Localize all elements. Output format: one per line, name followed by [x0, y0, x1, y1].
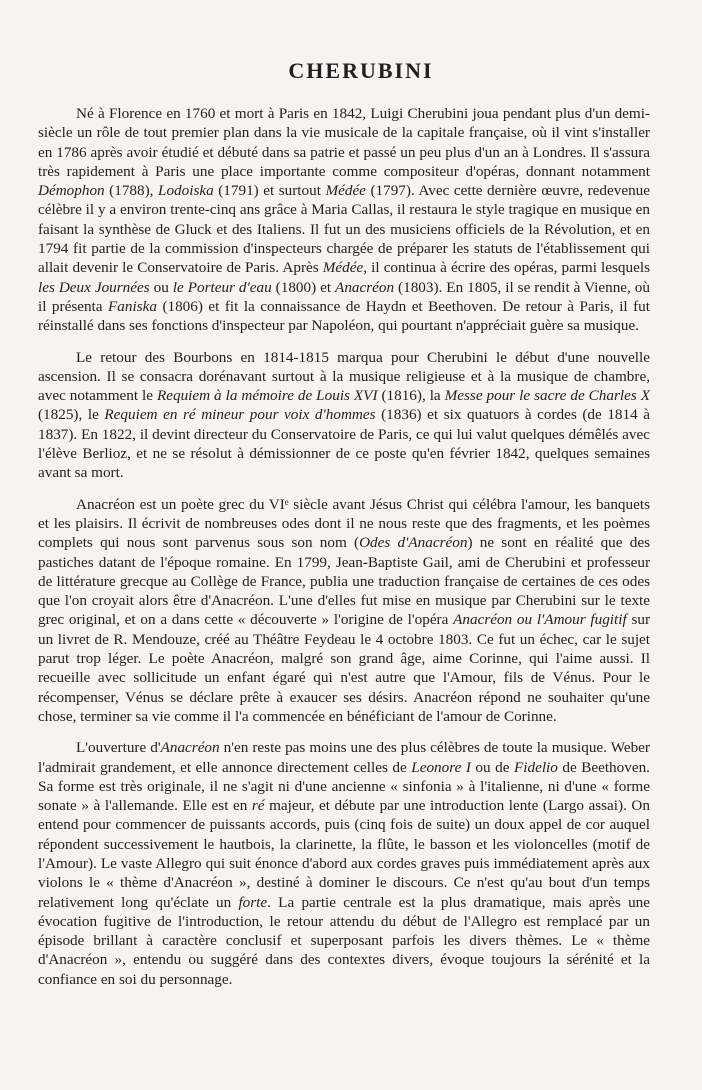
text-run: , il continua à écrire des opéras, parmi lesquels: [363, 259, 650, 277]
italic-text: Odes d'Anacréon: [359, 534, 468, 552]
italic-text: Faniska: [108, 297, 157, 315]
italic-text: Anacréon: [335, 278, 395, 296]
italic-text: Démophon: [38, 182, 105, 200]
text-run: (1836) et six quatuors à cordes (de 1814 à 1837). En 1822, il devint directeur du Conservatoire de Paris, ce qui lui valut quelques démêlés avec l'élève Berlioz, et ne se résolut à démissionner de ce poste qu'en février 1842, quelques semaines avant sa mort.: [38, 406, 651, 482]
text-run: (1803). En 1805, il se rendit à Vienne, où il présenta: [38, 278, 650, 315]
text-run: (1788),: [104, 182, 158, 200]
italic-text: Anacréon ou l'Amour fugitif: [453, 611, 627, 629]
text-run: (1825), le: [38, 406, 105, 424]
text-run: (1791) et surtout: [213, 182, 326, 200]
italic-text: Anacréon: [160, 739, 220, 757]
text-run: n'en reste pas moins une des plus célèbres de toute la musique. Weber l'admirait grandement, et elle annonce directement celles de: [38, 739, 650, 776]
text-run: de Beethoven. Sa forme est très originale, il ne s'agit ni d'une ancienne « sinfonia » à l'italienne, ni d'une « forme sonate » à l'allemande. Elle est en: [38, 758, 650, 815]
text-run: Anacréon est un poète grec du VIᵉ siècle avant Jésus Christ qui célébra l'amour, les banquets et les plaisirs. Il écrivit de nombreuses odes dont il ne nous reste que des fragments, et les poèmes complets qui nous sont parvenus sous son nom (: [38, 495, 650, 552]
text-run: sur un livret de R. Mendouze, créé au Théâtre Feydeau le 4 octobre 1803. Ce fut un échec, car le sujet parut trop léger. Le poète Anacréon, malgré son grand âge, aime Corinne, qui l'aime aussi. Il recueille avec sollicitude un enfant égaré qui n'est autre que l'Amour, fils de Vénus. Pour le récompenser, Vénus se déclare prête à exaucer ses désirs. Anacréon répond ne souhaiter qu'une chose, terminer sa vie comme il l'a commencée en bénéficiant de l'amour de Corinne.: [38, 611, 650, 725]
text-run: (1816), la: [377, 387, 445, 405]
italic-text: Messe pour le sacre de Charles X: [444, 387, 650, 405]
italic-text: Requiem en ré mineur pour voix d'hommes: [104, 406, 376, 424]
italic-text: Leonore I: [411, 758, 471, 776]
text-run: Le retour des Bourbons en 1814-1815 marqua pour Cherubini le début d'une nouvelle ascension. Il se consacra dorénavant surtout à la musique religieuse et à la musique de chambre, avec notamment le: [38, 348, 650, 405]
text-run: Né à Florence en 1760 et mort à Paris en 1842, Luigi Cherubini joua pendant plus d'un demi-siècle un rôle de tout premier plan dans la vie musicale de la capitale française, où il vint s'installer en 1786 après avoir étudié et débuté dans sa patrie et passé un peu plus d'un an à Londres. Il s'assura très rapidement à Paris une place importante comme compositeur d'opéras, donnant notamment: [38, 105, 650, 180]
italic-text: les Deux Journées: [38, 278, 150, 296]
text-run: ) ne sont en réalité que des pastiches datant de l'époque romaine. En 1799, Jean-Baptiste Gail, ami de Cherubini et professeur de littérature grecque au Collège de France, publia une traduction française de certaines de ces odes que l'on croyait alors être d'Anacréon. L'une d'elles fut mise en musique par Cherubini sur le texte grec original, et on a dans cette « découverte » l'origine de l'opéra: [38, 534, 650, 629]
text-run: ou: [149, 278, 173, 296]
text-run: ou de: [470, 758, 514, 776]
text-run: L'ouverture d': [76, 739, 161, 757]
italic-text: ré: [251, 797, 265, 815]
italic-text: forte: [238, 893, 268, 911]
paragraph: [38, 104, 650, 336]
paragraph: [38, 495, 650, 727]
italic-text: Médée: [322, 259, 364, 277]
italic-text: Lodoiska: [158, 182, 214, 200]
text-run: majeur, et débute par une introduction lente (Largo assai). On entend pour commencer de puissants accords, puis (cinq fois de suite) un doux appel de cor auquel répondent successivement le hautbois, la clarinette, la flûte, le basson et les violoncelles (motif de l'Amour). Le vaste Allegro qui suit énonce d'abord aux cordes graves puis immédiatement après aux violons le « thème d'Anacréon », destiné à dominer le discours. Ce n'est qu'au bout d'un temps relativement long qu'éclate un: [38, 797, 650, 911]
paragraph: [38, 738, 650, 989]
text-run: . La partie centrale est la plus dramatique, mais après une évocation fugitive de l'introduction, le retour attendu du début de l'Allegro est remplacé par un épisode brillant à caractère conclusif et superposant parfois les divers thèmes. Le « thème d'Anacréon », entendu ou suggéré dans des contextes divers, évoque toujours la sérénité et la confiance en soi du personnage.: [38, 893, 651, 988]
italic-text: Fidelio: [513, 758, 558, 776]
italic-text: Requiem à la mémoire de Louis XVI: [156, 387, 378, 405]
italic-text: Médée: [325, 182, 366, 200]
page-title: CHERUBINI: [288, 58, 434, 83]
paragraph: [38, 348, 650, 483]
body-text: [38, 104, 650, 989]
text-run: (1800) et: [271, 278, 336, 296]
italic-text: le Porteur d'eau: [172, 278, 272, 296]
text-run: (1797). Avec cette dernière œuvre, redevenue célèbre il y a environ trente-cinq ans grâce à Maria Callas, il restaura le style tragique en musique en faisant la synthèse de Gluck et des Italiens. Il fut un des musiciens officiels de la Révolution, et en 1794 fit partie de la commission d'inspecteurs chargée de préparer les statuts de l'établissement qui allait devenir le Conservatoire de Paris. Après: [38, 182, 650, 277]
text-run: (1806) et fit la connaissance de Haydn et Beethoven. De retour à Paris, il fut réinstallé dans ses fonctions d'inspecteur par Napoléon, qui pourtant n'appréciait guère sa musique.: [38, 297, 650, 335]
